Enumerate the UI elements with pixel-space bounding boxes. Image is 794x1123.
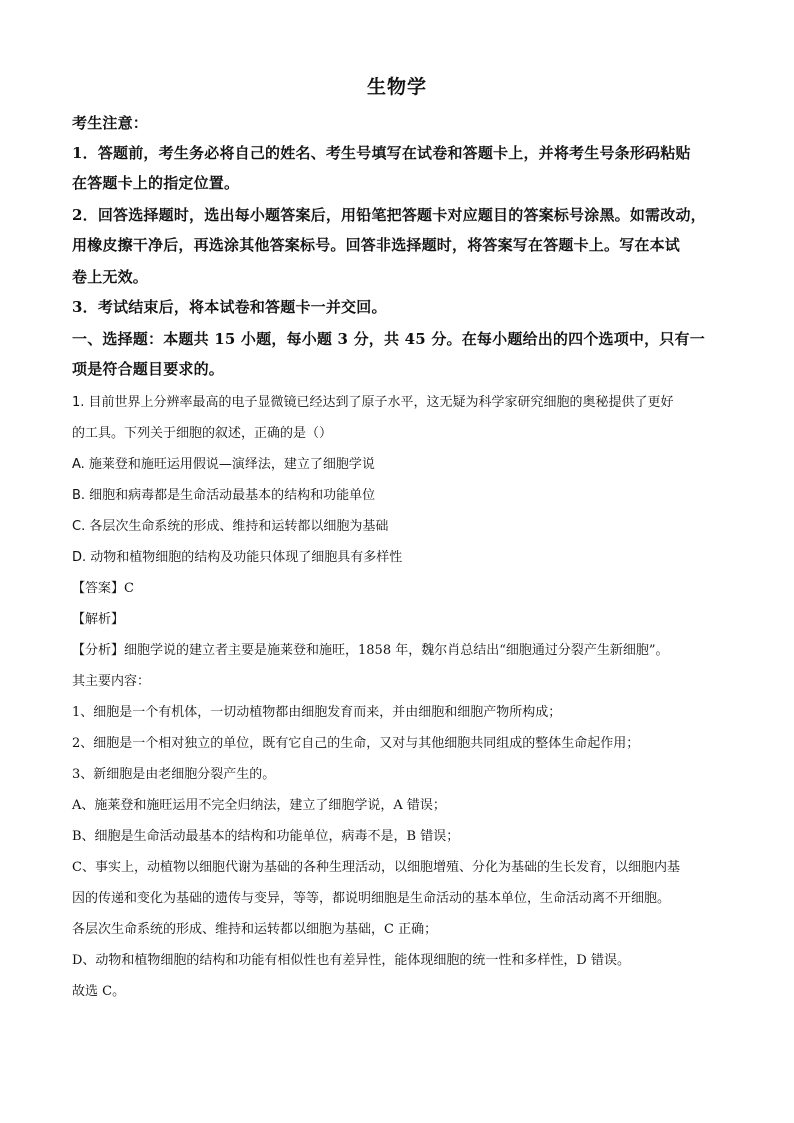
option-a: A. 施莱登和施旺运用假说—演绎法，建立了细胞学说 [72,457,375,472]
option-c: C. 各层次生命系统的形成、维持和运转都以细胞为基础 [72,519,389,534]
notice-item-2-line-2: 用橡皮擦干净后，再选涂其他答案标号。回答非选择题时，将答案写在答题卡上。写在本试 [72,236,681,254]
notice-item-2-line-3: 卷上无效。 [72,268,149,286]
content-point-1: 1、细胞是一个有机体，一切动植物都由细胞发育而来，并由细胞和细胞产物所构成； [72,705,562,720]
explain-c-line-2: 因的传递和变化为基础的遗传与变异，等等，都说明细胞是生命活动的基本单位，生命活动离不开细胞。 [72,891,671,906]
option-b: B. 细胞和病毒都是生命活动最基本的结构和功能单位 [72,488,376,503]
explain-c-line-3: 各层次生命系统的形成、维持和运转都以细胞为基础，C 正确； [72,922,438,937]
page-title: 生物学 [366,76,427,98]
notice-item-1-line-1: 1．答题前，考生务必将自己的姓名、考生号填写在试卷和答题卡上，并将考生号条形码粘贴 [72,144,691,162]
notice-item-1-line-2: 在答题卡上的指定位置。 [72,174,240,192]
content-heading: 其主要内容： [72,674,151,689]
content-point-3: 3、新细胞是由老细胞分裂产生的。 [72,767,276,782]
conclusion: 故选 C。 [72,984,126,999]
explain-c-line-1: C、事实上，动植物以细胞代谢为基础的各种生理活动，以细胞增殖、分化为基础的生长发育，以细胞内基 [72,860,680,875]
notice-item-2-line-1: 2．回答选择题时，选出每小题答案后，用铅笔把答题卡对应题目的答案标号涂黑。如需改动， [72,206,706,224]
notice-item-3: 3．考试结束后，将本试卷和答题卡一并交回。 [72,298,387,316]
explain-b: B、细胞是生命活动最基本的结构和功能单位，病毒不是，B 错误； [72,829,460,844]
explain-a: A、施莱登和施旺运用不完全归纳法，建立了细胞学说，A 错误； [72,798,446,813]
notice-heading: 考生注意： [72,114,149,132]
analysis-fenxi: 【分析】细胞学说的建立者主要是施莱登和施旺，1858 年，魏尔肖总结出“细胞通过分裂产生新细胞”。 [72,643,669,658]
question-stem-line-1: 1. 目前世界上分辨率最高的电子显微镜已经达到了原子水平，这无疑为科学家研究细胞的奥秘提供了更好 [72,395,674,410]
answer-line: 【答案】C [72,581,134,596]
section-heading-line-1: 一、选择题：本题共 15 小题，每小题 3 分，共 45 分。在每小题给出的四个选项中，只有一 [72,330,705,348]
content-point-2: 2、细胞是一个相对独立的单位，既有它自己的生命，又对与其他细胞共同组成的整体生命起作用； [72,736,640,751]
explain-d: D、动物和植物细胞的结构和功能有相似性也有差异性，能体现细胞的统一性和多样性，D 错误。 [72,953,630,968]
option-d: D. 动物和植物细胞的结构及功能只体现了细胞具有多样性 [72,550,403,565]
section-heading-line-2: 项是符合题目要求的。 [72,360,225,378]
analysis-heading: 【解析】 [72,612,125,627]
question-stem-line-2: 的工具。下列关于细胞的叙述，正确的是（） [72,426,333,441]
